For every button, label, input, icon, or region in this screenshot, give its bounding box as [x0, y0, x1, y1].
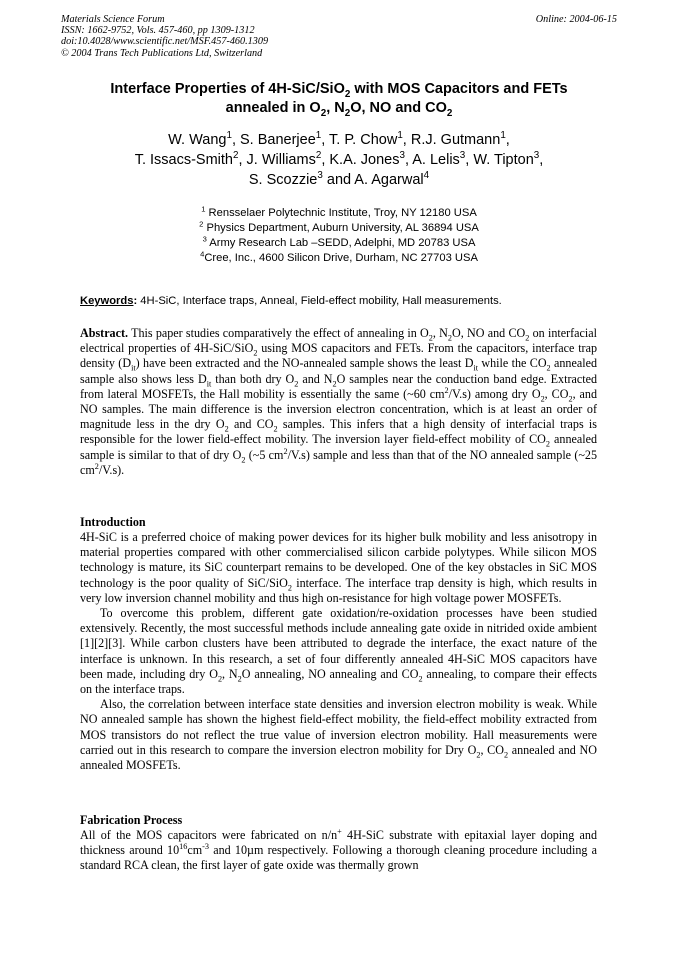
journal-name: Materials Science Forum — [61, 14, 165, 25]
fabrication-body — [80, 828, 597, 874]
paragraph: Also, the correlation between interface state densities and inversion electron mobility is weak. While NO annealed sample has shown the highest field-effect mobility, the field-effect mobility extracted from MOS transistors do not reflect the true value of inversion electron mobility. Hall measurements were carried out in this research to compare the inversion electron mobility for Dry $O_2$, $CO_2$ annealed and NO annealed MOSFETs. — [80, 697, 597, 773]
page-header — [61, 14, 617, 59]
fabrication-heading: Fabrication Process — [80, 813, 183, 827]
abstract-label: Abstract. — [80, 326, 129, 340]
keywords: Keywords: 4H-SiC, Interface traps, Anneal, Field-effect mobility, Hall measurements. — [80, 295, 502, 307]
online-date: Online: 2004-06-15 — [535, 14, 617, 25]
copyright-line: © 2004 Trans Tech Publications Ltd, Switzerland — [61, 47, 263, 59]
paper-title: Interface Properties of 4H-SiC/SiO$_2$ with MOS Capacitors and FETs annealed in $O_2$, $N_2O$, NO and $CO_2$ — [110, 81, 568, 119]
author-list: W. Wang$^1$, S. Banerjee$^1$, T. P. Chow$^1$, R.J. Gutmann$^1$, T. Issacs-Smith$^2$, J. Williams$^2$, K.A. Jones$^3$, A. Lelis$^3$, W. Tipton$^3$, S. Scozzie$^3$ and A. Agarwal$^4$ — [134, 130, 544, 188]
affiliation-list — [61, 206, 617, 266]
introduction-body — [80, 530, 597, 773]
keywords-label: Keywords — [80, 295, 134, 307]
paragraph: 4H-SiC is a preferred choice of making power devices for its higher bulk mobility and less anisotropy in material properties compared with other commercialised silicon carbide polytypes. While silicon MOS technology is mature, its SiC counterpart remains to be developed. One of the key obstacles in SiC MOS technology is the poor quality of SiC/SiO$_2$ interface. The interface trap density is high, which results in very low inversion channel mobility and thus high on-resistance for high voltage power MOSFETs. — [80, 530, 597, 605]
abstract: Abstract. This paper studies comparatively the effect of annealing in $O_2$, $N_2O$, NO and $CO_2$ on interfacial electrical properties of 4H-SiC/SiO$_2$ using MOS capacitors and FETs. From the capacitors, interface trap density $(D_{it})$ have been extracted and the NO-annealed sample shows the least $D_{it}$ while the $CO_2$ annealed sample also shows less $D_{it}$ than both dry $O_2$ and $N_2O$ samples near the conduction band edge. Extracted from lateral MOSFETs, the Hall mobility is essentially the same (~60 $cm^2/V.s$) among dry $O_2$, $CO_2$, and NO samples. The main difference is the inversion electron concentration, which is at least an order of magnitude less in the dry $O_2$ and $CO_2$ samples. This infers that a high density of interfacial traps is responsible for the lower field-effect mobility. The inversion layer field-effect mobility of $CO_2$ annealed sample is similar to that of dry $O_2$ (~5 $cm^2/V.s$) sample and less than that of the NO annealed sample (~25 $cm^2/V.s$). — [80, 326, 598, 477]
issn-line: ISSN: 1662-9752, Vols. 457-460, pp 1309-1312 — [61, 25, 255, 37]
affiliation-item: $^4$Cree, Inc., 4600 Silicon Drive, Durham, NC 27703 USA — [200, 249, 478, 264]
paragraph: All of the MOS capacitors were fabricated on n/n+ 4H-SiC substrate with epitaxial layer doping and thickness around $10^{16}cm^{-3}$ and 10µm respectively. Following a thorough cleaning procedure including a standard RCA clean, the first layer of gate oxide was thermally grown — [80, 826, 598, 873]
affiliation-item: $^2$ Physics Department, Auburn University, AL 36894 USA — [199, 219, 479, 234]
doi-line: doi:10.4028/www.scientific.net/MSF.457-460.1309 — [61, 36, 269, 48]
affiliation-item: $^1$ Rensselaer Polytechnic Institute, Troy, NY 12180 USA — [201, 204, 477, 219]
paragraph: To overcome this problem, different gate oxidation/re-oxidation processes have been studied extensively. Recently, the most successful methods include annealing gate oxide in nitrided oxide ambient [1][2][3]. While carbon clusters have been attributed to degrade the interface, the exact nature of the interface is unknown. In this research, a set of four differently annealed 4H-SiC MOS capacitors have been made, including dry $O_2$, $N_2O$ annealing, NO annealing and $CO_2$ annealing, to compare their effects on the interface traps. — [80, 606, 598, 697]
affiliation-item: $^3$ Army Research Lab –SEDD, Adelphi, MD 20783 USA — [202, 234, 476, 249]
keywords-text: 4H-SiC, Interface traps, Anneal, Field-effect mobility, Hall measurements. — [137, 295, 502, 307]
introduction-heading: Introduction — [80, 515, 146, 529]
